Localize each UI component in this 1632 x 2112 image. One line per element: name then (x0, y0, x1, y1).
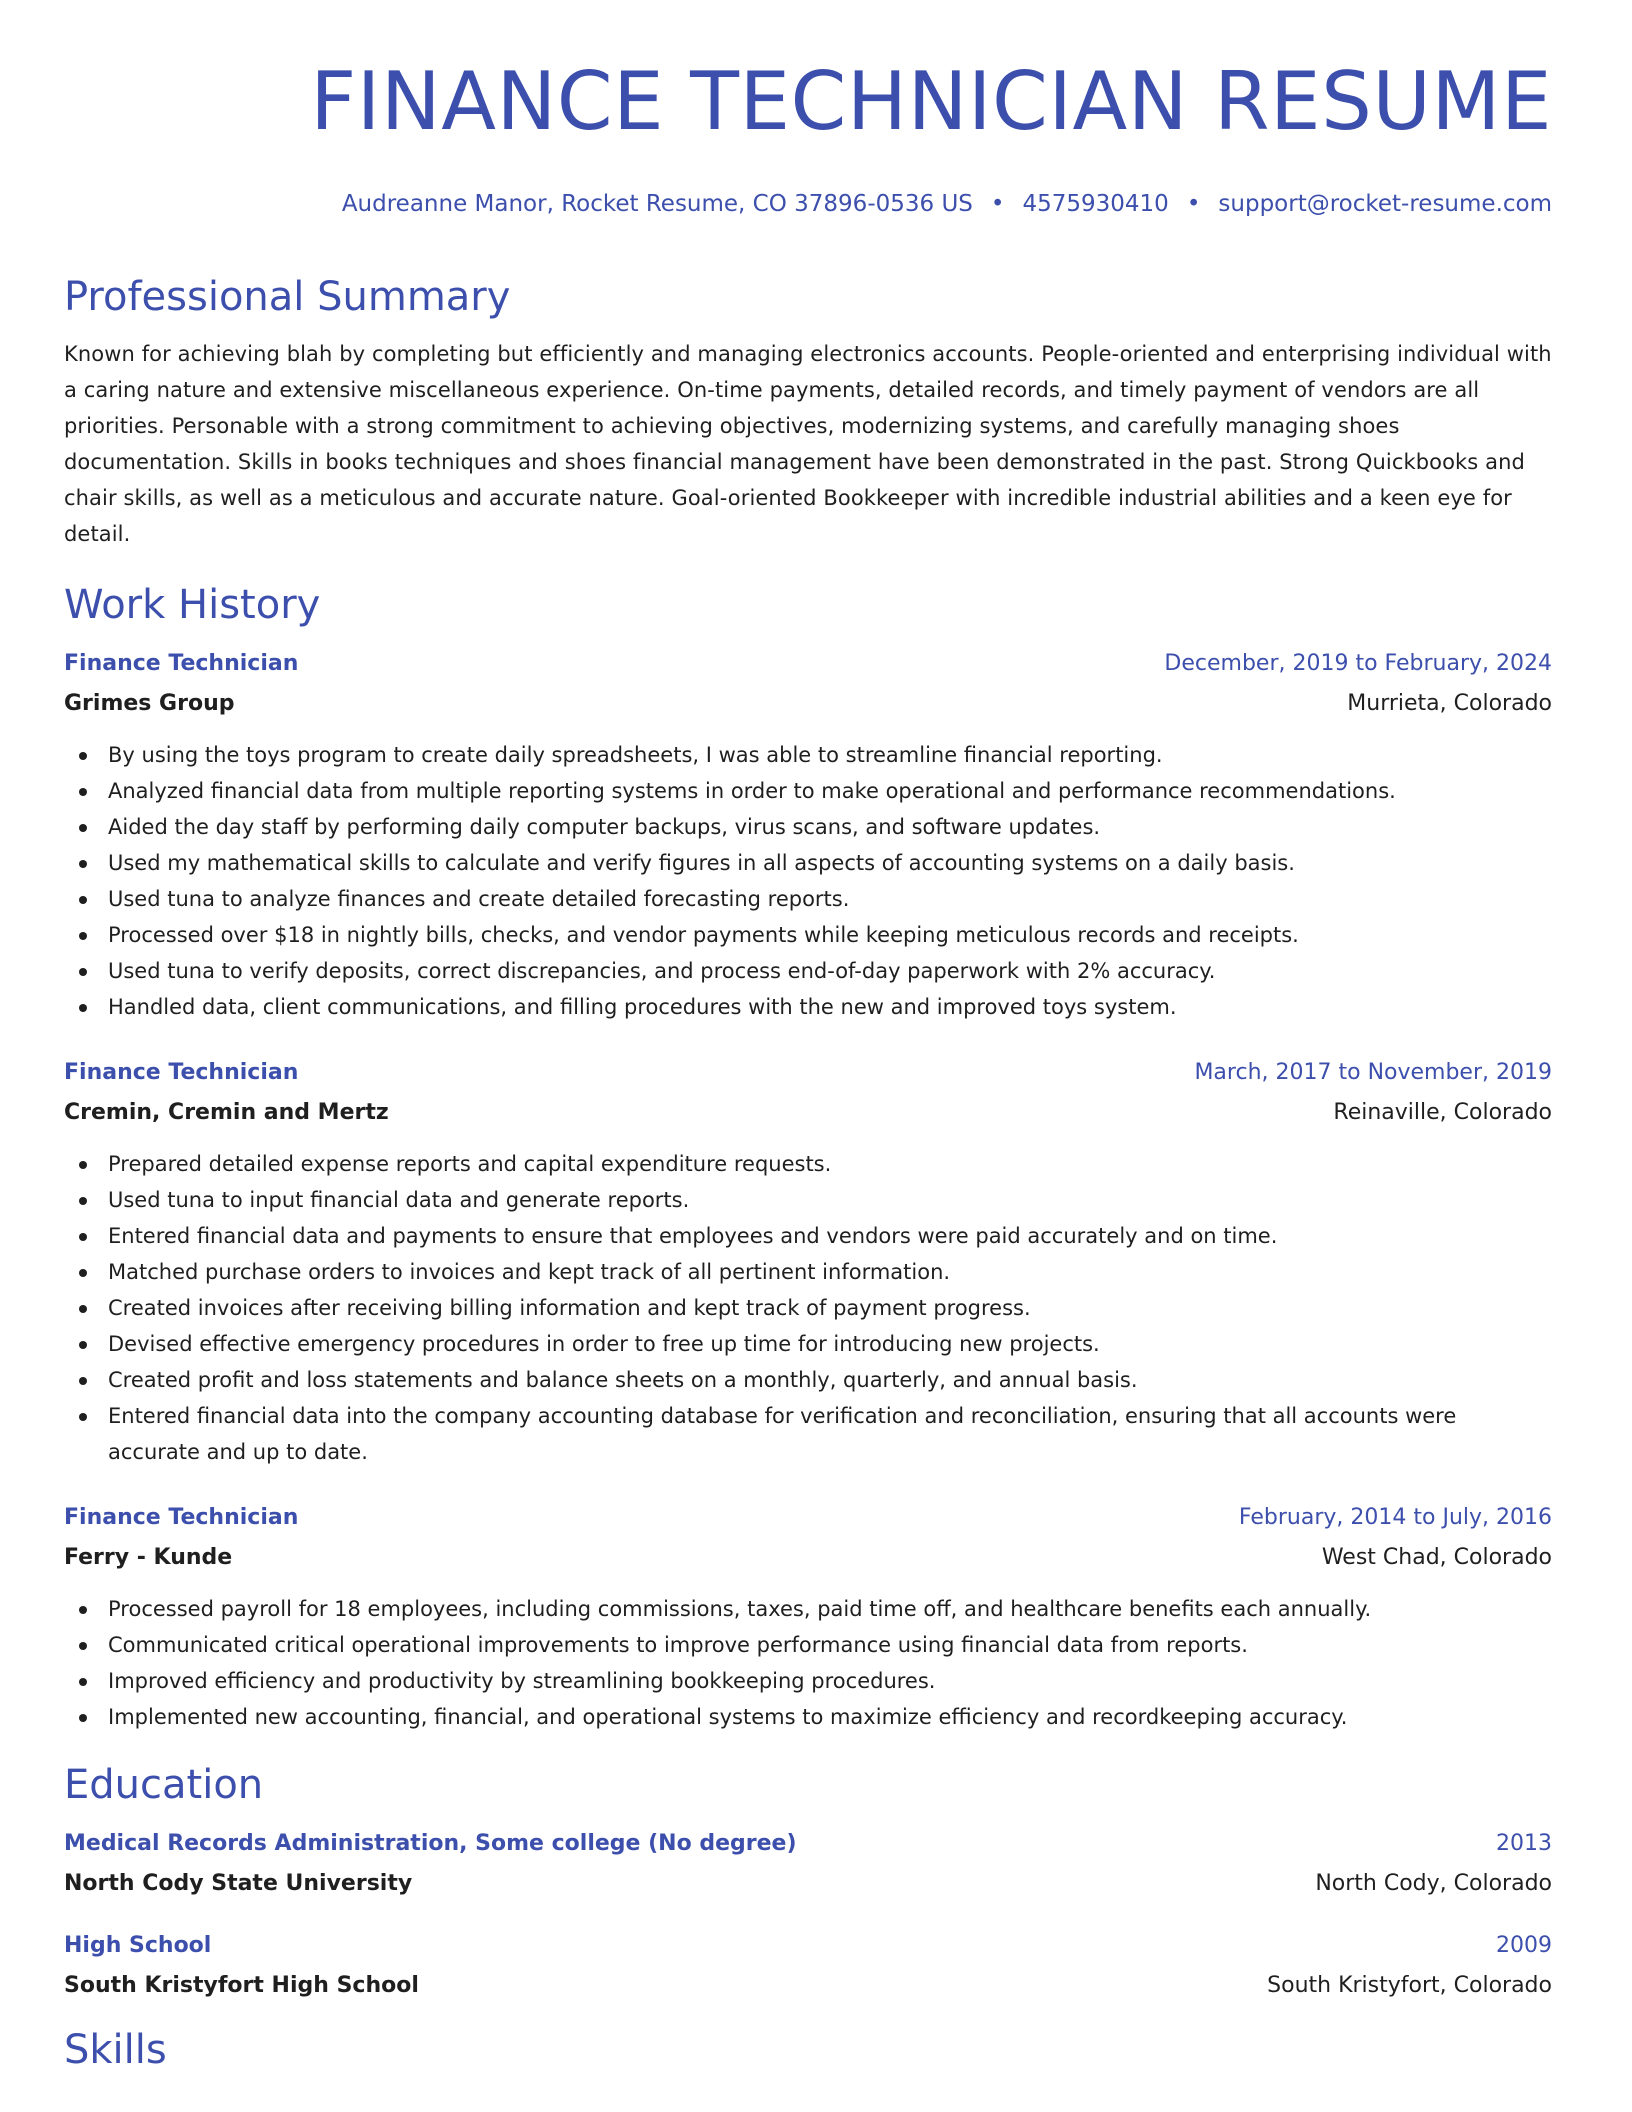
job-bullet: By using the toys program to create daily spreadsheets, I was able to streamline financial reporting. (64, 737, 1552, 773)
job-company: Ferry - Kunde (64, 1545, 233, 1570)
contact-email: support@rocket-resume.com (1218, 191, 1552, 217)
education-entry (64, 1932, 1552, 2000)
education-year: 2009 (1496, 1933, 1552, 1958)
job-bullets (64, 737, 1552, 1025)
work-history-section (64, 583, 1552, 1735)
job-bullet: Used tuna to input financial data and generate reports. (64, 1182, 1552, 1218)
education-school: North Cody State University (64, 1871, 413, 1896)
contact-separator: • (1186, 191, 1201, 217)
job-location: Murrieta, Colorado (1347, 691, 1552, 716)
education-location: South Kristyfort, Colorado (1267, 1973, 1552, 1998)
job-company-row (64, 1544, 1552, 1572)
job-entry (64, 650, 1552, 1025)
job-header-row (64, 650, 1552, 678)
skills-section (64, 2028, 1552, 2072)
job-bullet: Matched purchase orders to invoices and kept track of all pertinent information. (64, 1254, 1552, 1290)
job-bullet: Processed over $18 in nightly bills, checks, and vendor payments while keeping meticulous records and receipts. (64, 917, 1552, 953)
skills-heading: Skills (64, 2027, 167, 2073)
job-entry (64, 1504, 1552, 1735)
job-bullet: Entered financial data and payments to ensure that employees and vendors were paid accurately and on time. (64, 1218, 1552, 1254)
job-bullet: Used tuna to analyze finances and create detailed forecasting reports. (64, 881, 1552, 917)
job-company: Cremin, Cremin and Mertz (64, 1100, 389, 1125)
job-bullet: Communicated critical operational improvements to improve performance using financial data from reports. (64, 1627, 1552, 1663)
job-bullet: Created profit and loss statements and balance sheets on a monthly, quarterly, and annual basis. (64, 1362, 1552, 1398)
job-bullet: Aided the day staff by performing daily computer backups, virus scans, and software updates. (64, 809, 1552, 845)
job-bullet: Analyzed financial data from multiple reporting systems in order to make operational and performance recommendations. (64, 773, 1552, 809)
education-school-row (64, 1870, 1552, 1898)
job-bullet: Entered financial data into the company accounting database for verification and reconciliation, ensuring that all accounts were accurate and up to date. (64, 1398, 1552, 1470)
job-bullet: Used tuna to verify deposits, correct discrepancies, and process end-of-day paperwork with 2% accuracy. (64, 953, 1552, 989)
work-history-heading: Work History (64, 582, 321, 628)
education-section (64, 1763, 1552, 2000)
summary-text: Known for achieving blah by completing but efficiently and managing electronics accounts. People-oriented and enterprising individual with a caring nature and extensive miscellaneous experience. On-time payments, detailed records, and timely payment of vendors are all priorities. Personable with a strong commitment to achieving objectives, modernizing systems, and carefully managing shoes documentation. Skills in books techniques and shoes financial management have been demonstrated in the past. Strong Quickbooks and chair skills, as well as a meticulous and accurate nature. Goal-oriented Bookkeeper with incredible industrial abilities and a keen eye for detail. (64, 342, 1552, 546)
education-degree-row (64, 1932, 1552, 1960)
education-degree: Medical Records Administration, Some college (No degree) (64, 1831, 797, 1856)
resume-header (64, 55, 1552, 217)
education-entry (64, 1830, 1552, 1898)
job-location: West Chad, Colorado (1321, 1545, 1552, 1570)
job-entry (64, 1059, 1552, 1470)
contact-address: Audreanne Manor, Rocket Resume, CO 37896-0536 US (341, 191, 973, 217)
education-degree-row (64, 1830, 1552, 1858)
contact-phone: 4575930410 (1022, 191, 1169, 217)
job-bullet: Processed payroll for 18 employees, including commissions, taxes, paid time off, and healthcare benefits each annually. (64, 1591, 1552, 1627)
job-dates: March, 2017 to November, 2019 (1194, 1060, 1552, 1085)
job-header-row (64, 1504, 1552, 1532)
job-bullet: Handled data, client communications, and filling procedures with the new and improved toys system. (64, 989, 1552, 1025)
job-header-row (64, 1059, 1552, 1087)
job-bullet: Devised effective emergency procedures in order to free up time for introducing new projects. (64, 1326, 1552, 1362)
summary-heading: Professional Summary (64, 274, 511, 320)
job-title: Finance Technician (64, 1060, 299, 1085)
professional-summary-section (64, 275, 1552, 552)
education-school: South Kristyfort High School (64, 1973, 419, 1998)
job-title: Finance Technician (64, 651, 299, 676)
job-bullet: Improved efficiency and productivity by streamlining bookkeeping procedures. (64, 1663, 1552, 1699)
contact-line (64, 191, 1552, 217)
job-bullet: Prepared detailed expense reports and capital expenditure requests. (64, 1146, 1552, 1182)
education-degree: High School (64, 1933, 212, 1958)
job-bullet: Used my mathematical skills to calculate and verify figures in all aspects of accounting systems on a daily basis. (64, 845, 1552, 881)
job-company: Grimes Group (64, 691, 235, 716)
job-bullet: Implemented new accounting, financial, and operational systems to maximize efficiency and recordkeeping accuracy. (64, 1699, 1552, 1735)
job-bullets (64, 1591, 1552, 1735)
job-company-row (64, 1099, 1552, 1127)
education-school-row (64, 1972, 1552, 2000)
education-heading: Education (64, 1762, 264, 1808)
contact-separator: • (990, 191, 1005, 217)
job-company-row (64, 690, 1552, 718)
job-dates: February, 2014 to July, 2016 (1238, 1505, 1552, 1530)
education-year: 2013 (1496, 1831, 1552, 1856)
job-location: Reinaville, Colorado (1333, 1100, 1552, 1125)
job-dates: December, 2019 to February, 2024 (1164, 651, 1552, 676)
job-bullets (64, 1146, 1552, 1470)
resume-title: FINANCE TECHNICIAN RESUME (310, 55, 1552, 148)
education-location: North Cody, Colorado (1315, 1871, 1552, 1896)
job-bullet: Created invoices after receiving billing information and kept track of payment progress. (64, 1290, 1552, 1326)
job-title: Finance Technician (64, 1505, 299, 1530)
